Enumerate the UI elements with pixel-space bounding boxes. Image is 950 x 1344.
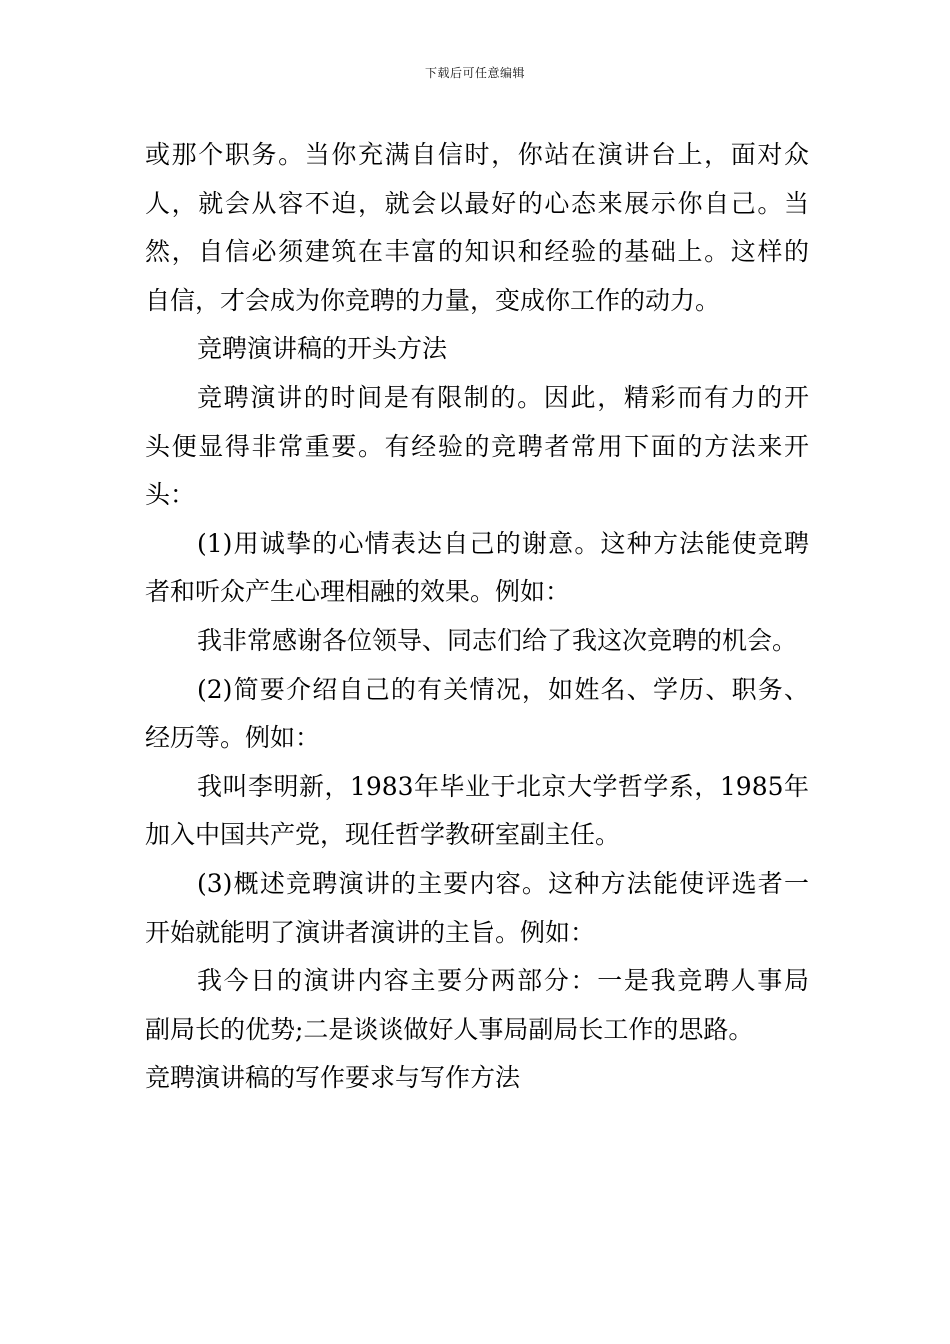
document-body <box>145 131 809 1103</box>
text-line: 副局长的优势;二是谈谈做好人事局副局长工作的思路。 <box>145 1014 754 1044</box>
text-line: 自信，才会成为你竞聘的力量，变成你工作的动力。 <box>145 285 721 315</box>
page-header: 下载后可任意编辑 <box>424 66 525 80</box>
text-line: (1)用诚挚的心情表达自己的谢意。这种方法能使竞聘 <box>197 528 809 558</box>
text-line: 我今日的演讲内容主要分两部分：一是我竞聘人事局 <box>197 966 809 996</box>
text-line: 或那个职务。当你充满自信时，你站在演讲台上，面对众 <box>145 140 809 169</box>
text-line: 竞聘演讲稿的开头方法 <box>197 334 448 364</box>
text-line: 经历等。例如： <box>145 723 321 753</box>
text-line: (3)概述竞聘演讲的主要内容。这种方法能使评选者一 <box>197 868 809 898</box>
text-line: 我非常感谢各位领导、同志们给了我这次竞聘的机会。 <box>197 625 798 655</box>
text-line: 竞聘演讲稿的写作要求与写作方法 <box>145 1063 521 1093</box>
text-line: 头： <box>145 480 196 510</box>
text-line: 者和听众产生心理相融的效果。例如： <box>145 577 571 607</box>
text-line: 头便显得非常重要。有经验的竞聘者常用下面的方法来开 <box>145 431 809 461</box>
text-line: 竞聘演讲的时间是有限制的。因此，精彩而有力的开 <box>197 382 809 412</box>
text-line: 开始就能明了演讲者演讲的主旨。例如： <box>145 917 596 947</box>
text-line: 人，就会从容不迫，就会以最好的心态来展示你自己。当 <box>145 188 809 218</box>
text-line: 我叫李明新，1983年毕业于北京大学哲学系，1985年 <box>197 771 809 801</box>
text-line: (2)简要介绍自己的有关情况，如姓名、学历、职务、 <box>197 674 809 704</box>
text-line: 然，自信必须建筑在丰富的知识和经验的基础上。这样的 <box>145 237 809 267</box>
text-line: 加入中国共产党，现任哲学教研室副主任。 <box>145 820 621 850</box>
